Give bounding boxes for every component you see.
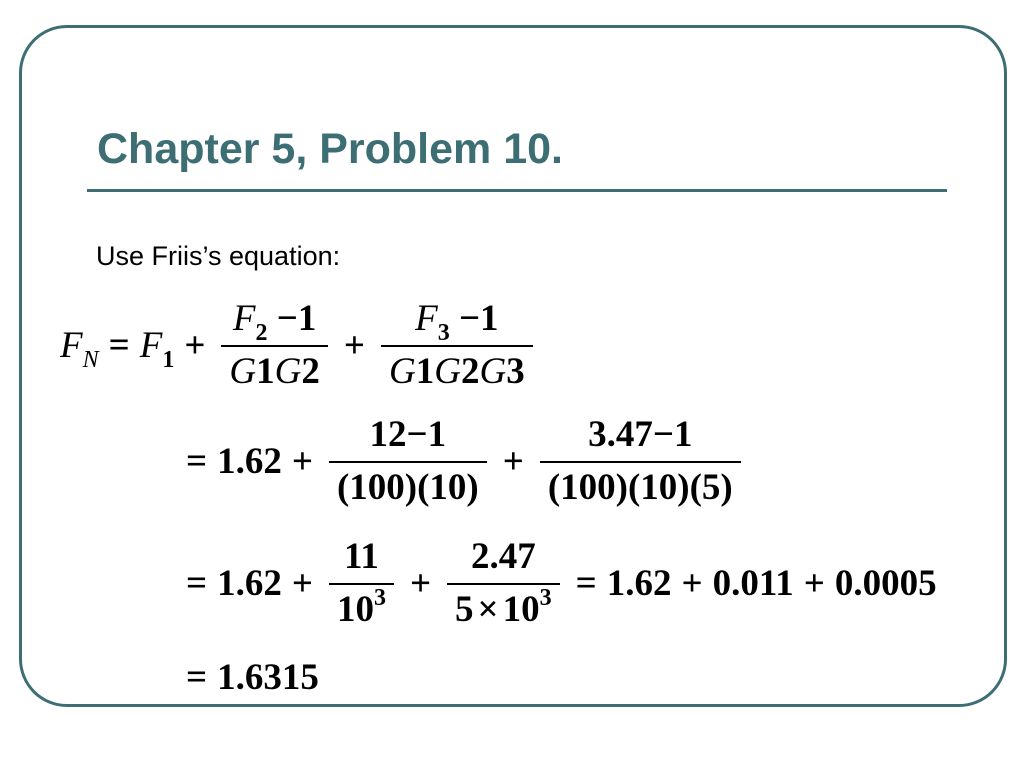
gain-variable: G <box>274 350 302 392</box>
f2-variable: F <box>232 298 256 339</box>
f3-subscript: 3 <box>437 320 450 346</box>
power-exponent: 3 <box>539 584 552 611</box>
gain-variable: G <box>229 350 257 392</box>
equals-sign: = <box>186 441 208 483</box>
f1-subscript: 1 <box>162 347 175 374</box>
times-sign: × <box>477 588 499 630</box>
fraction-denominator: (100)(10)(5) <box>540 461 741 508</box>
fraction-denominator <box>447 583 560 630</box>
plus-sign: + <box>291 563 313 605</box>
final-result: 1.6315 <box>217 657 319 698</box>
plus-sign: + <box>681 563 703 605</box>
equals-sign: = <box>108 325 130 367</box>
power-base: 10 <box>336 588 374 630</box>
fraction-denominator <box>221 345 327 392</box>
equation-row-substituted <box>186 416 747 508</box>
gain-index: 3 <box>506 350 525 392</box>
fraction-stage3 <box>381 300 533 392</box>
plus-sign: + <box>184 325 206 367</box>
plus-sign: + <box>409 563 432 605</box>
gain-index: 1 <box>415 350 435 392</box>
lhs-variable: F <box>60 325 83 367</box>
fraction-11-over-10e3 <box>329 538 394 630</box>
equals-sign: = <box>186 657 208 698</box>
lhs-subscript: N <box>82 347 99 374</box>
fraction-numerator <box>225 300 324 345</box>
gain-variable: G <box>434 350 461 392</box>
plus-sign: + <box>343 325 365 367</box>
plus-sign: + <box>803 563 825 605</box>
fraction-stage2-values <box>329 416 487 508</box>
minus-one: −1 <box>276 298 317 339</box>
minus-one: −1 <box>458 298 499 339</box>
power-exponent: 3 <box>373 584 386 611</box>
equals-sign: = <box>186 563 208 605</box>
fraction-stage3-values <box>540 416 741 508</box>
title-underline <box>87 189 947 192</box>
intro-text: Use Friis’s equation: <box>96 241 341 271</box>
fraction-numerator: 3.47−1 <box>588 414 693 455</box>
fraction-2-47-over-5x10e3 <box>447 538 560 630</box>
coefficient: 5 <box>455 588 474 630</box>
fraction-numerator: 11 <box>343 536 379 577</box>
term-f1 <box>139 324 175 374</box>
power-base: 10 <box>502 588 540 630</box>
equals-sign: = <box>575 563 597 605</box>
f1-variable: F <box>139 325 163 367</box>
gain-index: 2 <box>301 350 320 392</box>
gain-variable: G <box>388 350 416 392</box>
value-1-62: 1.62 <box>217 441 282 483</box>
fraction-denominator <box>381 345 533 392</box>
fraction-denominator <box>329 583 394 630</box>
fraction-stage2 <box>221 300 327 392</box>
equation-row-simplified <box>186 538 937 630</box>
fraction-numerator: 2.47 <box>470 536 536 577</box>
gain-index: 2 <box>460 350 480 392</box>
sum-term: 1.62 <box>606 563 672 605</box>
equation-row-result <box>186 656 319 699</box>
fraction-numerator <box>407 300 506 345</box>
lhs-term <box>60 324 99 374</box>
equation-row-general <box>60 300 539 392</box>
f2-subscript: 2 <box>255 320 268 346</box>
gain-variable: G <box>479 350 507 392</box>
value-1-62: 1.62 <box>217 563 282 605</box>
sum-term: 0.0005 <box>834 563 937 605</box>
fraction-numerator: 12−1 <box>369 414 447 455</box>
slide-title: Chapter 5, Problem 10. <box>97 125 563 173</box>
fraction-denominator: (100)(10) <box>329 461 487 508</box>
gain-index: 1 <box>256 350 275 392</box>
f3-variable: F <box>415 298 438 339</box>
plus-sign: + <box>502 441 524 483</box>
plus-sign: + <box>291 441 313 483</box>
sum-term: 0.011 <box>712 563 794 605</box>
